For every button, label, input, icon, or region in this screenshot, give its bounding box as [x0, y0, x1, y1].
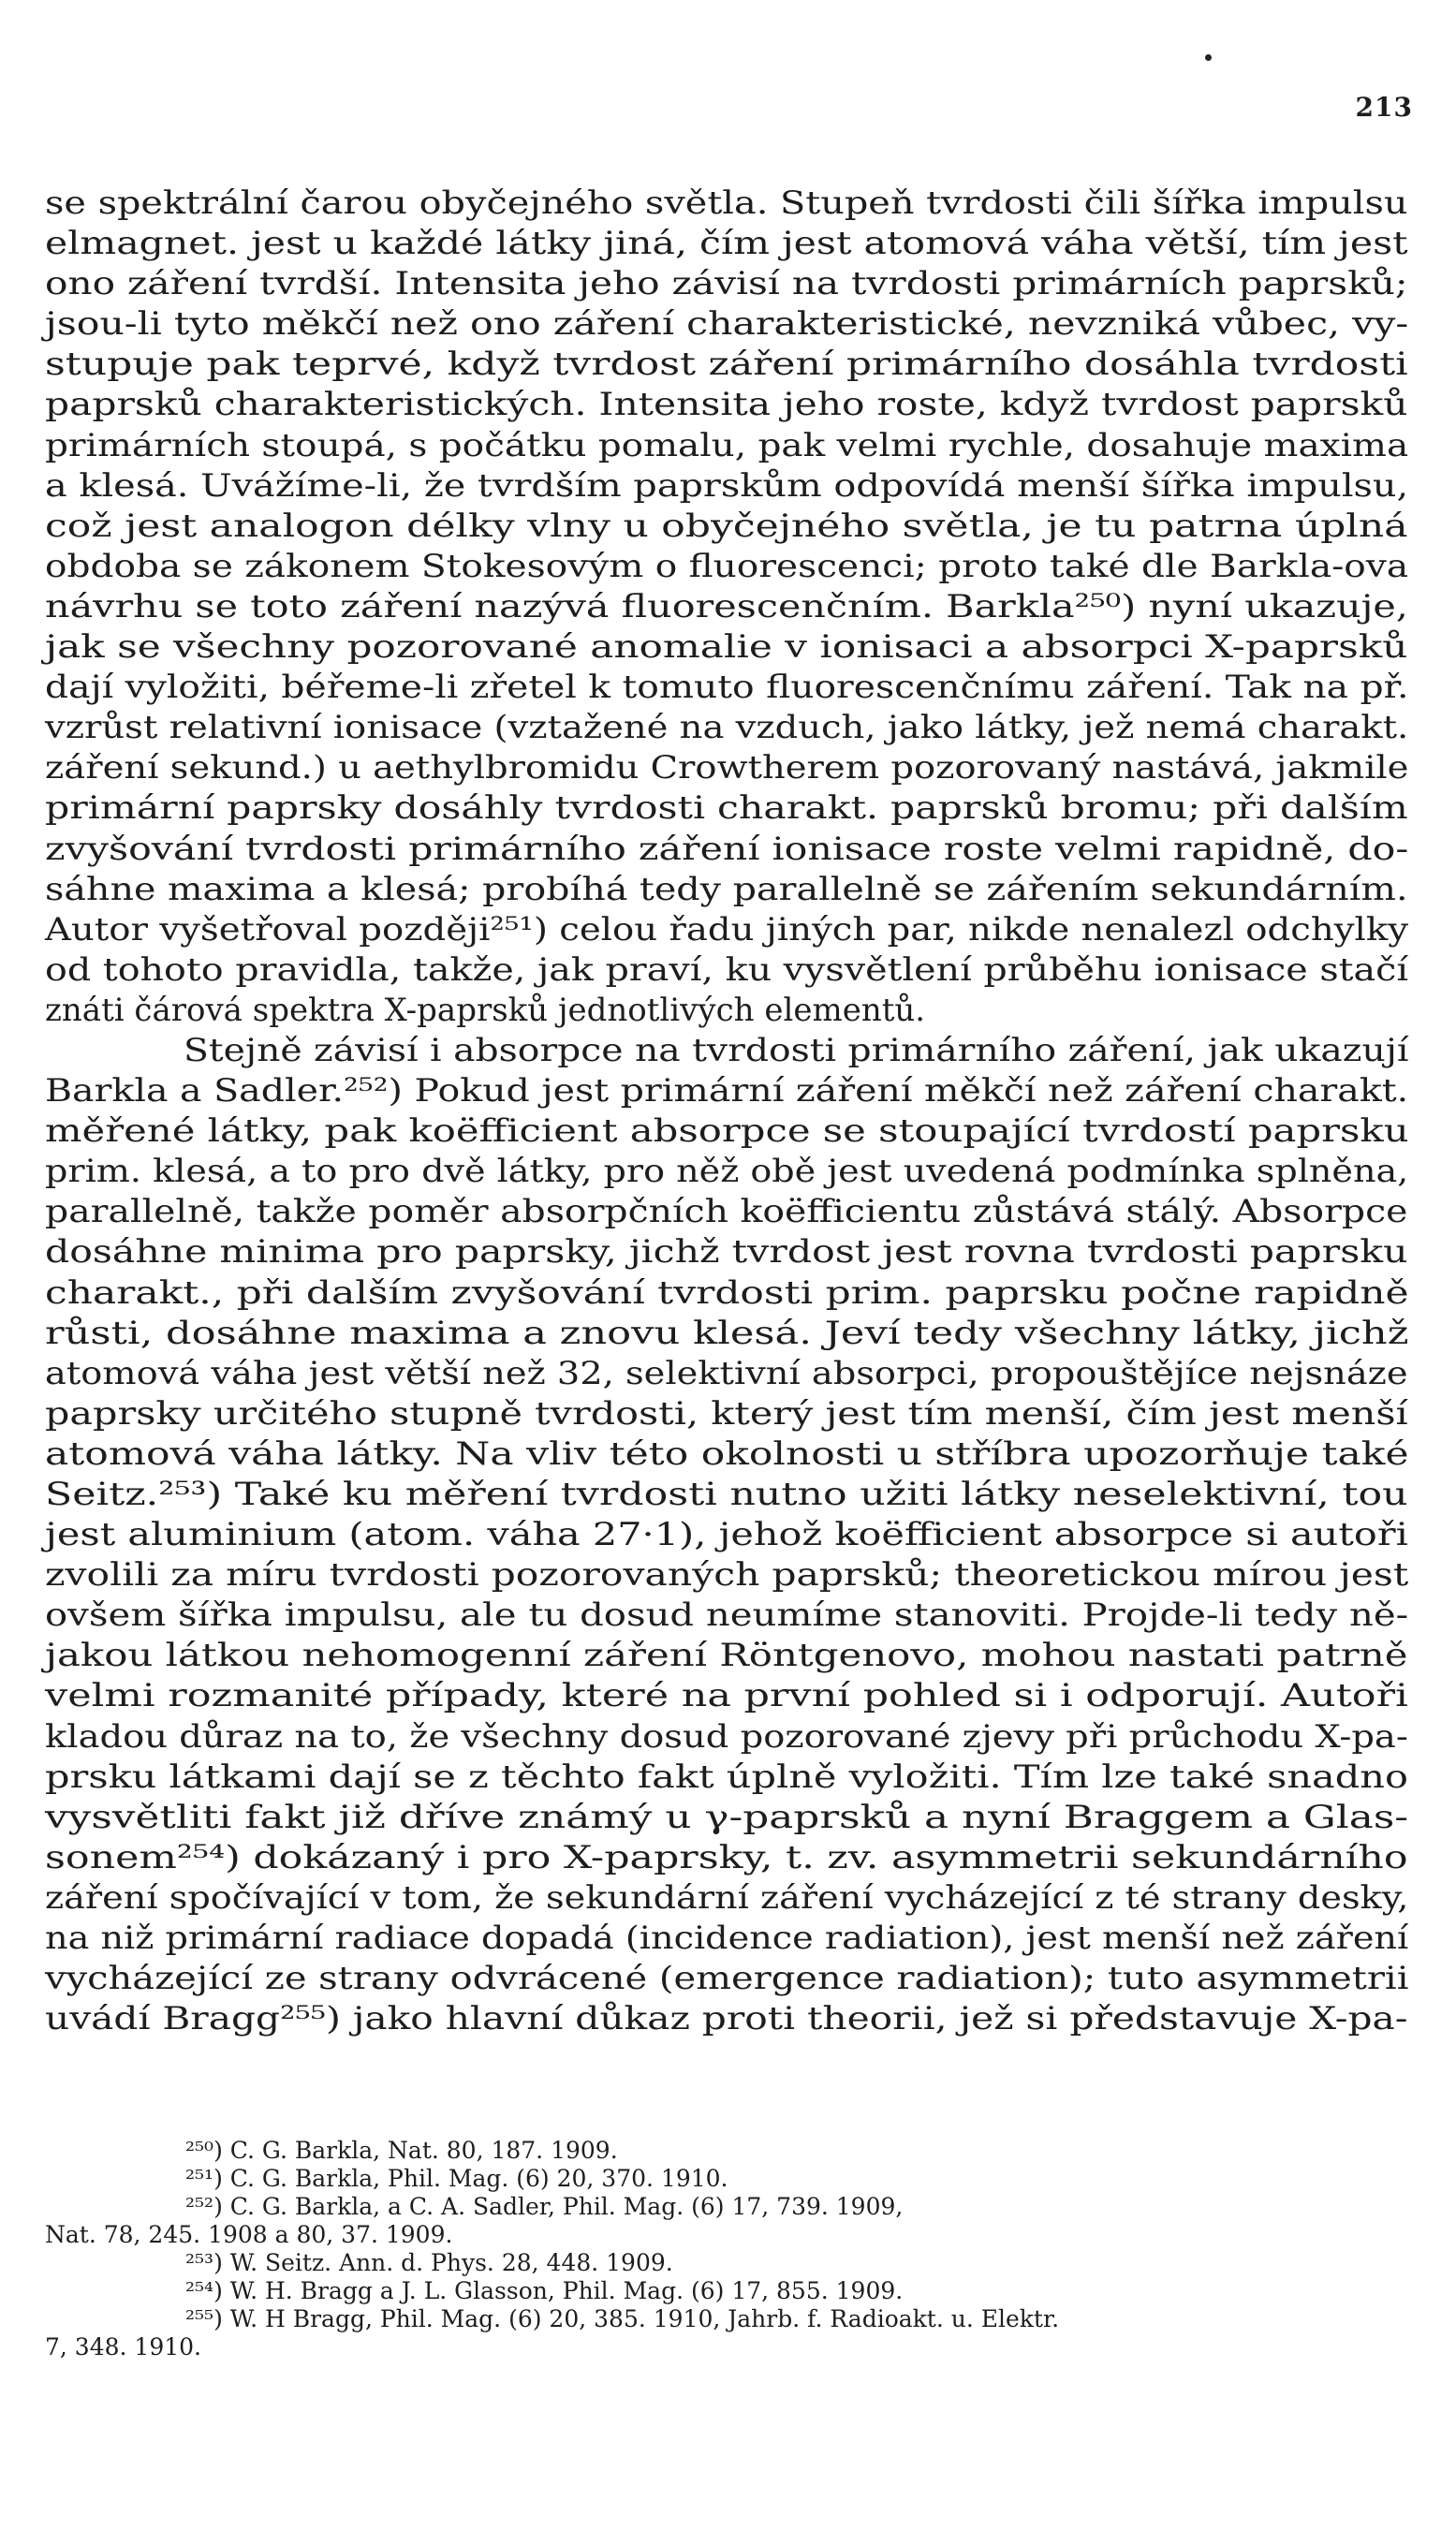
text-line: sáhne maxima a klesá; probíhá tedy parallelně se zářením sekundárním.	[45, 870, 1408, 908]
text-line: elmagnet. jest u každé látky jiná, čím jest atomová váha větší, tím jest	[45, 225, 1408, 263]
body-text	[45, 184, 1408, 2039]
text-line: znáti čárová spektra X-paprsků jednotlivých elementů.	[45, 991, 926, 1029]
footnote-line: ²⁵⁴) W. H. Bragg a J. L. Glasson, Phil. Mag. (6) 17, 855. 1909.	[185, 2277, 904, 2304]
text-line: od tohoto pravidla, takže, jak praví, ku vysvětlení průběhu ionisace stačí	[45, 950, 1409, 989]
text-line: růsti, dosáhne maxima a znovu klesá. Jeví tedy všechny látky, jichž	[45, 1314, 1409, 1352]
text-line: a klesá. Uvážíme-li, že tvrdším paprskům odpovídá menší šířka impulsu,	[45, 466, 1409, 505]
text-line: charakt., při dalším zvyšování tvrdosti prim. paprsku počne rapidně	[45, 1273, 1409, 1312]
text-line: parallelně, takže poměr absorpčních koëfficientu zůstává stálý. Absorpce	[45, 1193, 1408, 1231]
text-line: návrhu se toto záření nazývá fluorescenčním. Barkla²⁵⁰) nyní ukazuje,	[45, 587, 1408, 625]
text-line: velmi rozmanité případy, které na první pohled si i odporují. Autoři	[45, 1677, 1408, 1715]
footnote-line: 7, 348. 1910.	[45, 2333, 201, 2361]
text-line: atomová váha látky. Na vliv této okolnosti u stříbra upozorňuje také	[45, 1434, 1409, 1473]
footnote-line: ²⁵⁰) C. G. Barkla, Nat. 80, 187. 1909.	[185, 2137, 618, 2164]
text-line: Autor vyšetřoval později²⁵¹) celou řadu jiných par, nikde nenalezl odchylky	[45, 910, 1409, 949]
text-line: dají vyložiti, béřeme-li zřetel k tomuto fluorescenčnímu záření. Tak na př.	[45, 669, 1409, 707]
text-line: vzrůst relativní ionisace (vztažené na vzduch, jako látky, jež nemá charakt.	[45, 709, 1409, 747]
footnote-line: ²⁵²) C. G. Barkla, a C. A. Sadler, Phil. Mag. (6) 17, 739. 1909,	[185, 2193, 904, 2220]
footnote-line: ²⁵¹) C. G. Barkla, Phil. Mag. (6) 20, 370. 1910.	[185, 2165, 728, 2192]
text-line: paprsků charakteristických. Intensita jeho roste, když tvrdost paprsků	[45, 386, 1408, 424]
footnote-line: ²⁵³) W. Seitz. Ann. d. Phys. 28, 448. 1909.	[185, 2249, 673, 2276]
text-line: jakou látkou nehomogenní záření Röntgenovo, mohou nastati patrně	[45, 1637, 1408, 1675]
text-line: stupuje pak teprvé, když tvrdost záření primárního dosáhla tvrdosti	[45, 346, 1408, 384]
footnotes	[45, 2137, 1408, 2361]
text-line: Barkla a Sadler.²⁵²) Pokud jest primární záření měkčí než záření charakt.	[45, 1072, 1409, 1111]
text-line: dosáhne minima pro paprsky, jichž tvrdost jest rovna tvrdosti paprsku	[45, 1233, 1408, 1272]
text-line: záření spočívající v tom, že sekundární záření vycházející z té strany desky,	[45, 1878, 1409, 1917]
page-dot-mark	[1205, 54, 1212, 61]
text-line: na niž primární radiace dopadá (incidence radiation), jest menší než záření	[45, 1920, 1409, 1958]
text-line: jsou-li tyto měkčí než ono záření charakteristické, nevzniká vůbec, vy-	[45, 305, 1409, 344]
text-line: záření sekund.) u aethylbromidu Crowtherem pozorovaný nastává, jakmile	[45, 749, 1409, 787]
text-line: Stejně závisí i absorpce na tvrdosti primárního záření, jak ukazují	[184, 1031, 1409, 1069]
text-line: měřené látky, pak koëfficient absorpce se stoupající tvrdostí paprsku	[45, 1112, 1409, 1151]
text-line: paprsky určitého stupně tvrdosti, který jest tím menší, čím jest menší	[45, 1394, 1408, 1433]
text-line: primárních stoupá, s počátku pomalu, pak velmi rychle, dosahuje maxima	[45, 426, 1409, 464]
text-line: zvyšování tvrdosti primárního záření ionisace roste velmi rapidně, do-	[45, 830, 1409, 868]
text-line: uvádí Bragg²⁵⁵) jako hlavní důkaz proti theorii, jež si představuje X-pa-	[45, 2000, 1408, 2038]
text-line: Seitz.²⁵³) Také ku měření tvrdosti nutno užiti látky neselektivní, tou	[45, 1476, 1408, 1513]
text-line: zvolili za míru tvrdosti pozorovaných paprsků; theoretickou mírou jest	[45, 1556, 1409, 1595]
page-number: 213	[1355, 92, 1413, 123]
text-line: obdoba se zákonem Stokesovým o fluorescenci; proto také dle Barkla-ova	[45, 547, 1409, 585]
text-line: jak se všechny pozorované anomalie v ionisaci a absorpci X-paprsků	[45, 628, 1408, 667]
text-line: jest aluminium (atom. váha 27·1), jehož koëfficient absorpce si autoři	[45, 1516, 1408, 1554]
text-line: sonem²⁵⁴) dokázaný i pro X-paprsky, t. zv. asymmetrii sekundárního	[45, 1838, 1408, 1876]
text-line: atomová váha jest větší než 32, selektivní absorpci, propouštějíce nejsnáze	[45, 1354, 1408, 1392]
text-line: prim. klesá, a to pro dvě látky, pro něž obě jest uvedená podmínka splněna,	[45, 1153, 1409, 1191]
text-line: kladou důraz na to, že všechny dosud pozorované zjevy při průchodu X-pa-	[45, 1717, 1408, 1756]
text-line: ovšem šířka impulsu, ale tu dosud neumíme stanoviti. Projde-li tedy ně-	[45, 1596, 1409, 1635]
text-line: primární paprsky dosáhly tvrdosti charakt. paprsků bromu; při dalším	[45, 789, 1408, 828]
text-line: vysvětliti fakt již dříve známý u γ-paprsků a nyní Braggem a Glas-	[45, 1798, 1409, 1836]
footnote-line: Nat. 78, 245. 1908 a 80, 37. 1909.	[45, 2221, 453, 2248]
text-line: ono záření tvrdší. Intensita jeho závisí na tvrdosti primárních paprsků;	[45, 265, 1408, 303]
text-line: prsku látkami dají se z těchto fakt úplně vyložiti. Tím lze také snadno	[45, 1758, 1408, 1796]
footnote-line: ²⁵⁵) W. H Bragg, Phil. Mag. (6) 20, 385. 1910, Jahrb. f. Radioakt. u. Elektr.	[185, 2305, 1060, 2332]
text-line: vycházející ze strany odvrácené (emergence radiation); tuto asymmetrii	[45, 1960, 1409, 1998]
text-line: se spektrální čarou obyčejného světla. Stupeň tvrdosti čili šířka impulsu	[45, 184, 1408, 222]
text-line: což jest analogon délky vlny u obyčejného světla, je tu patrna úplná	[45, 507, 1408, 545]
